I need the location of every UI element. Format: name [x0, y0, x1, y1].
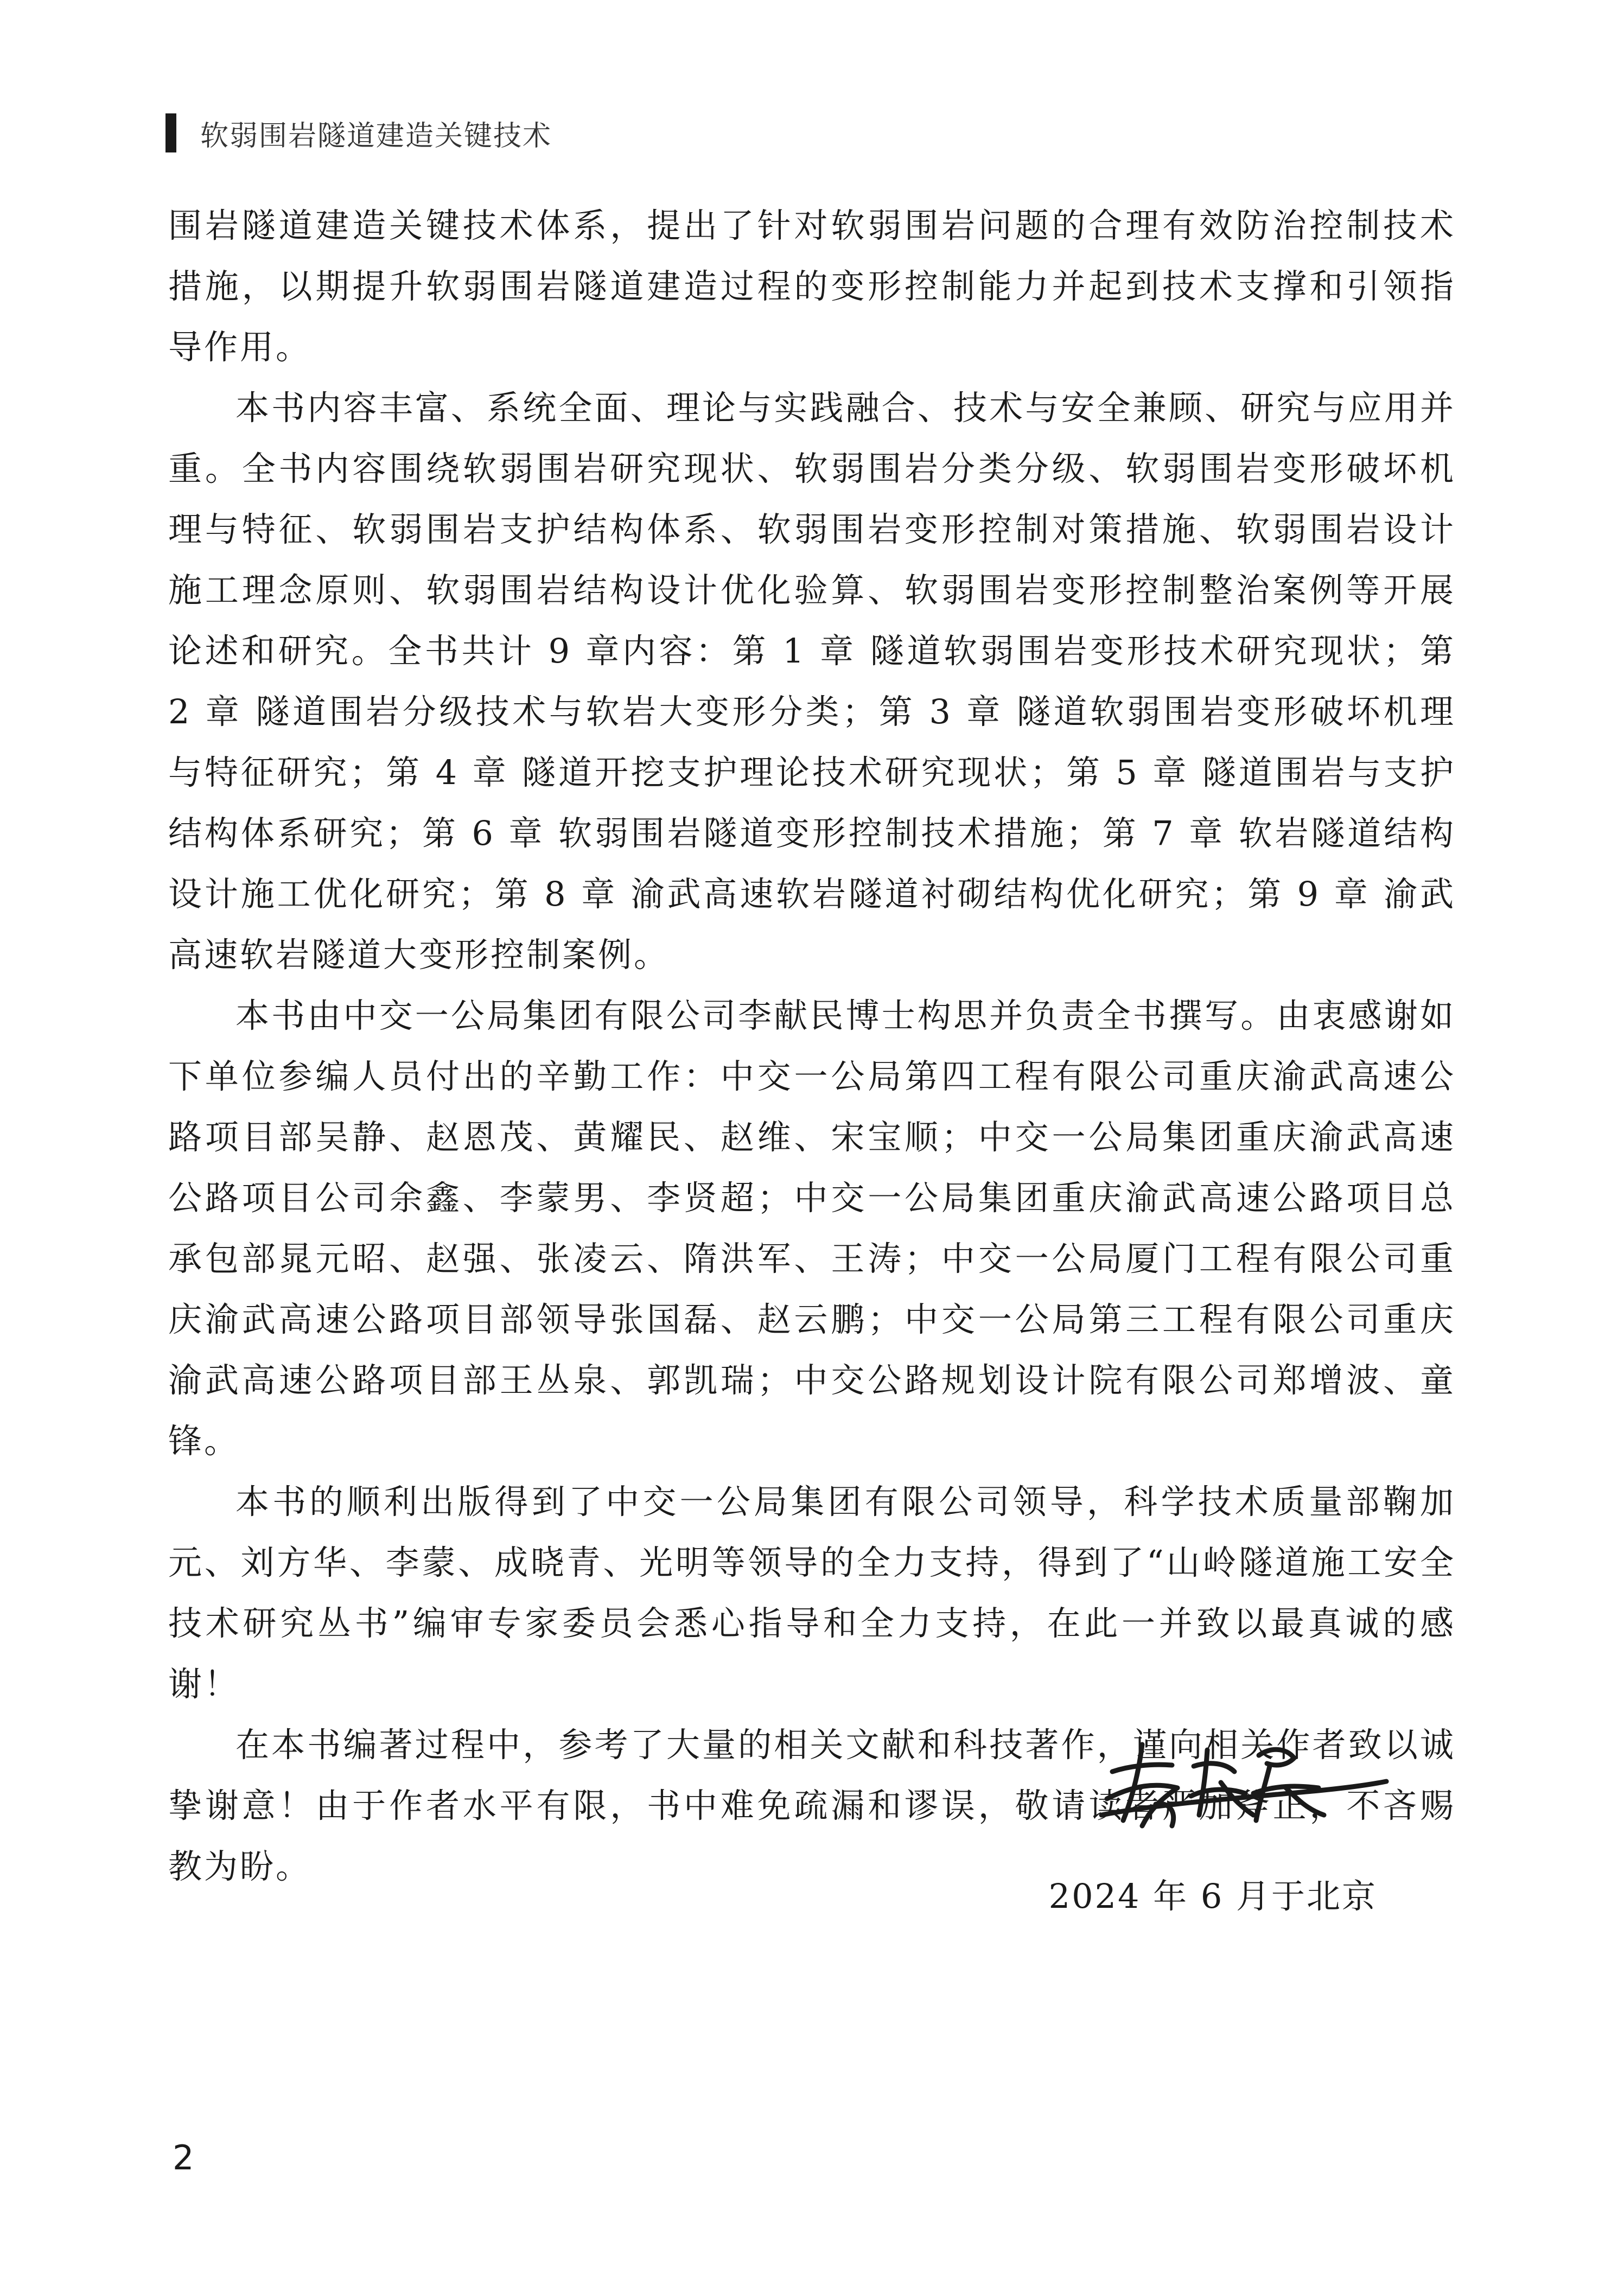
paragraph-book-contents: 本书内容丰富、系统全面、理论与实践融合、技术与安全兼顾、研究与应用并重。全书内容围绕软弱围岩研究现状、软弱围岩分类分级、软弱围岩变形破坏机理与特征、软弱围岩支护结构体系、软弱围岩变形控制对策措施、软弱围岩设计施工理念原则、软弱围岩结构设计优化验算、软弱围岩变形控制整治案例等开展论述和研究。全书共计 9 章内容：第 1 章 隧道软弱围岩变形技术研究现状；第 2 章 隧道围岩分级技术与软岩大变形分类；第 3 章 隧道软弱围岩变形破坏机理与特征研究；第 4 章 隧道开挖支护理论技术研究现状；第 5 章 隧道围岩与支护结构体系研究；第 6 章 软弱围岩隧道变形控制技术措施；第 7 章 软岩隧道结构设计施工优化研究；第 8 章 渝武高速软岩隧道衬砌结构优化研究；第 9 章 渝武高速软岩隧道大变形控制案例。: [168, 388, 1456, 975]
author-signature: [1091, 1734, 1394, 1837]
preface-body: [168, 195, 1456, 1897]
paragraph-continued: 围岩隧道建造关键技术体系，提出了针对软弱围岩问题的合理有效防治控制技术措施，以期提升软弱围岩隧道建造过程的变形控制能力并起到技术支撑和引领指导作用。: [168, 206, 1456, 367]
signature-date-place: 2024 年 6 月于北京: [1048, 1876, 1377, 1916]
page-number: 2: [173, 2138, 194, 2178]
header-marker-bar: [165, 113, 176, 152]
paragraph-closing: 在本书编著过程中，参考了大量的相关文献和科技著作，谨向相关作者致以诚挚谢意！由于作者水平有限，书中难免疏漏和谬误，敬请读者严加斧正，不吝赐教为盼。: [168, 1725, 1456, 1886]
paragraph-acknowledgement-support: 本书的顺利出版得到了中交一公局集团有限公司领导，科学技术质量部鞠加元、刘方华、李蒙、成晓青、光明等领导的全力支持，得到了“山岭隧道施工安全技术研究丛书”编审专家委员会悉心指导和全力支持，在此一并致以最真诚的感谢！: [168, 1482, 1456, 1704]
book-title: 软弱围岩隧道建造关键技术: [200, 119, 552, 152]
running-header: [165, 114, 552, 152]
paragraph-acknowledgement-contributors: 本书由中交一公局集团有限公司李献民博士构思并负责全书撰写。由衷感谢如下单位参编人员付出的辛勤工作：中交一公局第四工程有限公司重庆渝武高速公路项目部吴静、赵恩茂、黄耀民、赵维、宋宝顺；中交一公局集团重庆渝武高速公路项目公司余鑫、李蒙男、李贤超；中交一公局集团重庆渝武高速公路项目总承包部晁元昭、赵强、张凌云、隋洪军、王涛；中交一公局厦门工程有限公司重庆渝武高速公路项目部领导张国磊、赵云鹏；中交一公局第三工程有限公司重庆渝武高速公路项目部王丛泉、郭凯瑞；中交公路规划设计院有限公司郑增波、童锋。: [168, 996, 1456, 1461]
